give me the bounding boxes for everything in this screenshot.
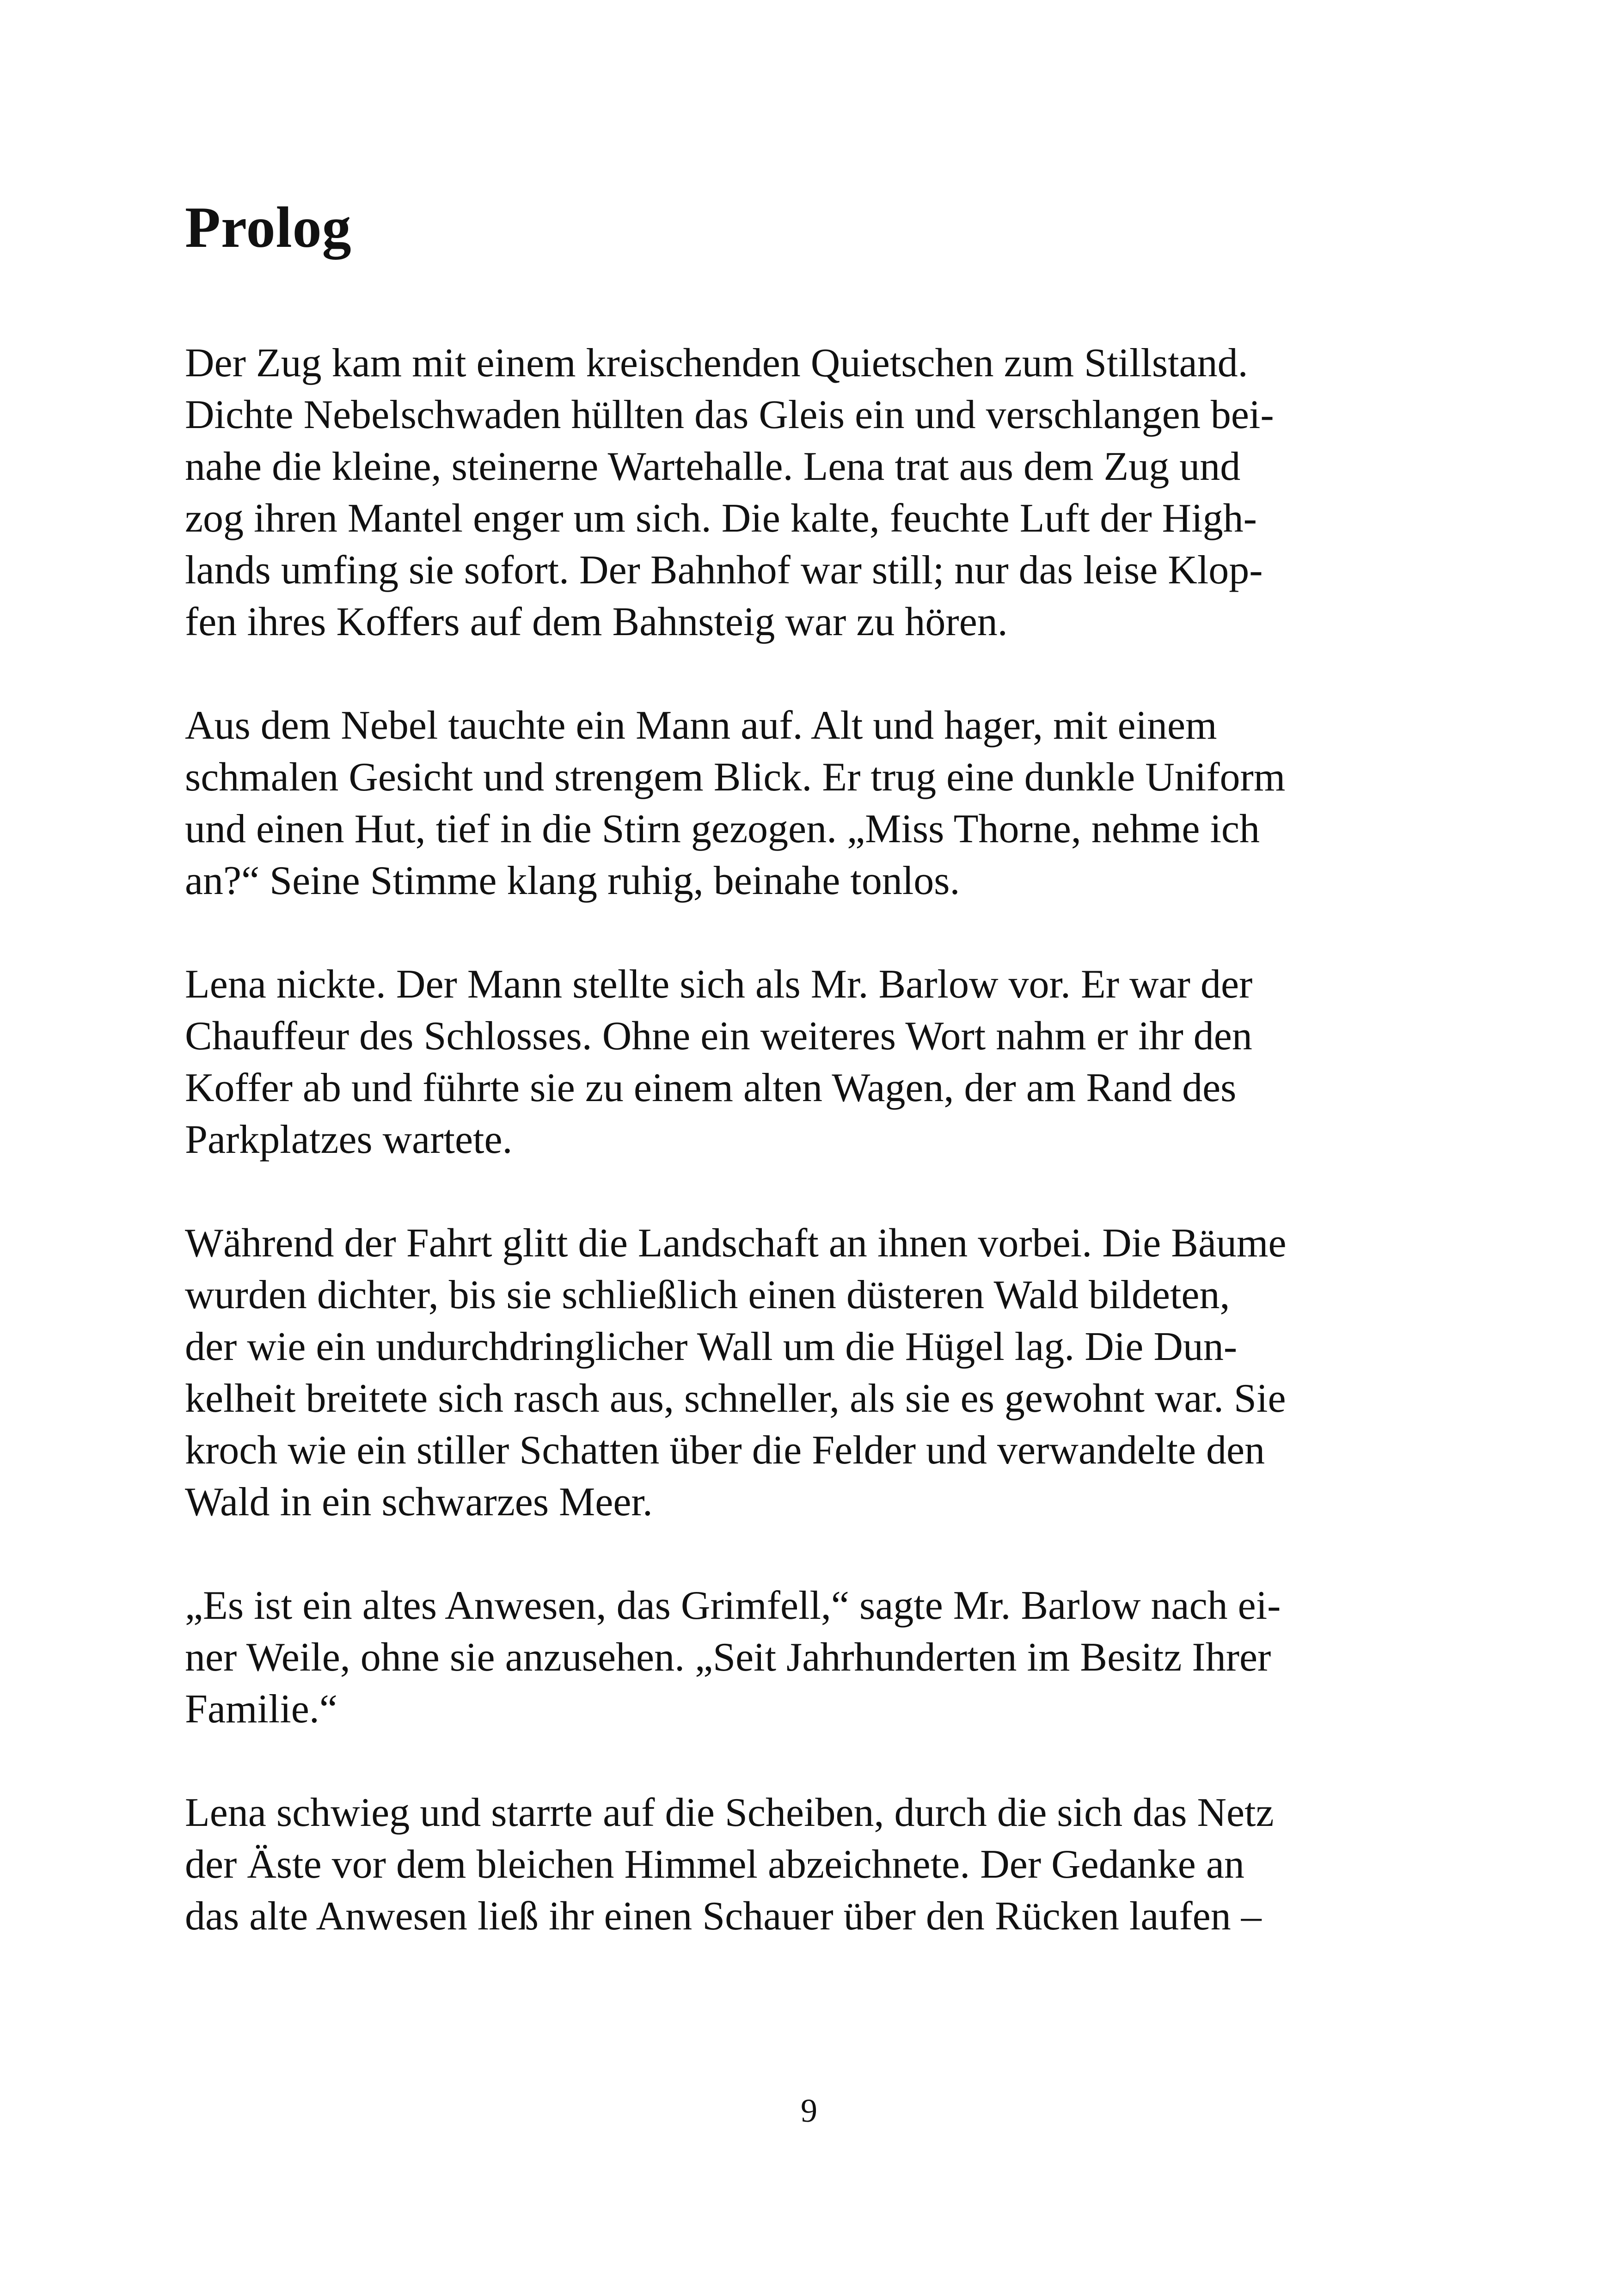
paragraph-6: [185, 1787, 1461, 1942]
text-line: Koffer ab und führte sie zu einem alten Wagen, der am Rand des: [185, 1065, 1237, 1110]
text-line: „Es ist ein altes Anwesen, das Grimfell,“ sagte Mr. Barlow nach ei-: [185, 1583, 1281, 1628]
text-line: Chauffeur des Schlosses. Ohne ein weiteres Wort nahm er ihr den: [185, 1014, 1252, 1059]
text-line: lands umfing sie sofort. Der Bahnhof war still; nur das leise Klop-: [185, 548, 1263, 593]
text-line: zog ihren Mantel enger um sich. Die kalte, feuchte Luft der High-: [185, 496, 1257, 541]
text-line: Der Zug kam mit einem kreischenden Quietschen zum Stillstand.: [185, 341, 1248, 386]
body-text: [185, 337, 1461, 1994]
text-line: Lena schwieg und starrte auf die Scheiben, durch die sich das Netz: [185, 1790, 1274, 1835]
text-line: Wald in ein schwarzes Meer.: [185, 1480, 653, 1525]
text-line: schmalen Gesicht und strengem Blick. Er trug eine dunkle Uniform: [185, 755, 1286, 800]
text-line: Familie.“: [185, 1687, 337, 1732]
text-line: Während der Fahrt glitt die Landschaft an ihnen vorbei. Die Bäume: [185, 1221, 1287, 1266]
paragraph-3: [185, 959, 1461, 1166]
text-line: kelheit breitete sich rasch aus, schneller, als sie es gewohnt war. Sie: [185, 1376, 1286, 1421]
paragraph-4: [185, 1218, 1461, 1528]
text-line: an?“ Seine Stimme klang ruhig, beinahe tonlos.: [185, 858, 960, 903]
text-line: kroch wie ein stiller Schatten über die Felder und verwandelte den: [185, 1428, 1265, 1473]
text-line: und einen Hut, tief in die Stirn gezogen. „Miss Thorne, nehme ich: [185, 807, 1260, 851]
paragraph-2: [185, 700, 1461, 907]
text-line: das alte Anwesen ließ ihr einen Schauer über den Rücken laufen –: [185, 1894, 1262, 1939]
paragraph-5: [185, 1580, 1461, 1735]
chapter-title: Prolog: [185, 196, 352, 260]
text-line: Lena nickte. Der Mann stellte sich als Mr. Barlow vor. Er war der: [185, 962, 1253, 1007]
text-line: wurden dichter, bis sie schließlich einen düsteren Wald bildeten,: [185, 1273, 1230, 1317]
text-line: Aus dem Nebel tauchte ein Mann auf. Alt und hager, mit einem: [185, 703, 1217, 748]
paragraph-1: [185, 337, 1461, 648]
text-line: Dichte Nebelschwaden hüllten das Gleis ein und verschlangen bei-: [185, 392, 1274, 437]
text-line: nahe die kleine, steinerne Wartehalle. Lena trat aus dem Zug und: [185, 444, 1241, 489]
text-line: Parkplatzes wartete.: [185, 1117, 513, 1162]
text-line: fen ihres Koffers auf dem Bahnsteig war zu hören.: [185, 600, 1008, 644]
page-number: 9: [801, 2092, 817, 2129]
text-line: ner Weile, ohne sie anzusehen. „Seit Jahrhunderten im Besitz Ihrer: [185, 1635, 1271, 1680]
text-line: der Äste vor dem bleichen Himmel abzeichnete. Der Gedanke an: [185, 1842, 1244, 1887]
text-line: der wie ein undurchdringlicher Wall um die Hügel lag. Die Dun-: [185, 1324, 1238, 1369]
